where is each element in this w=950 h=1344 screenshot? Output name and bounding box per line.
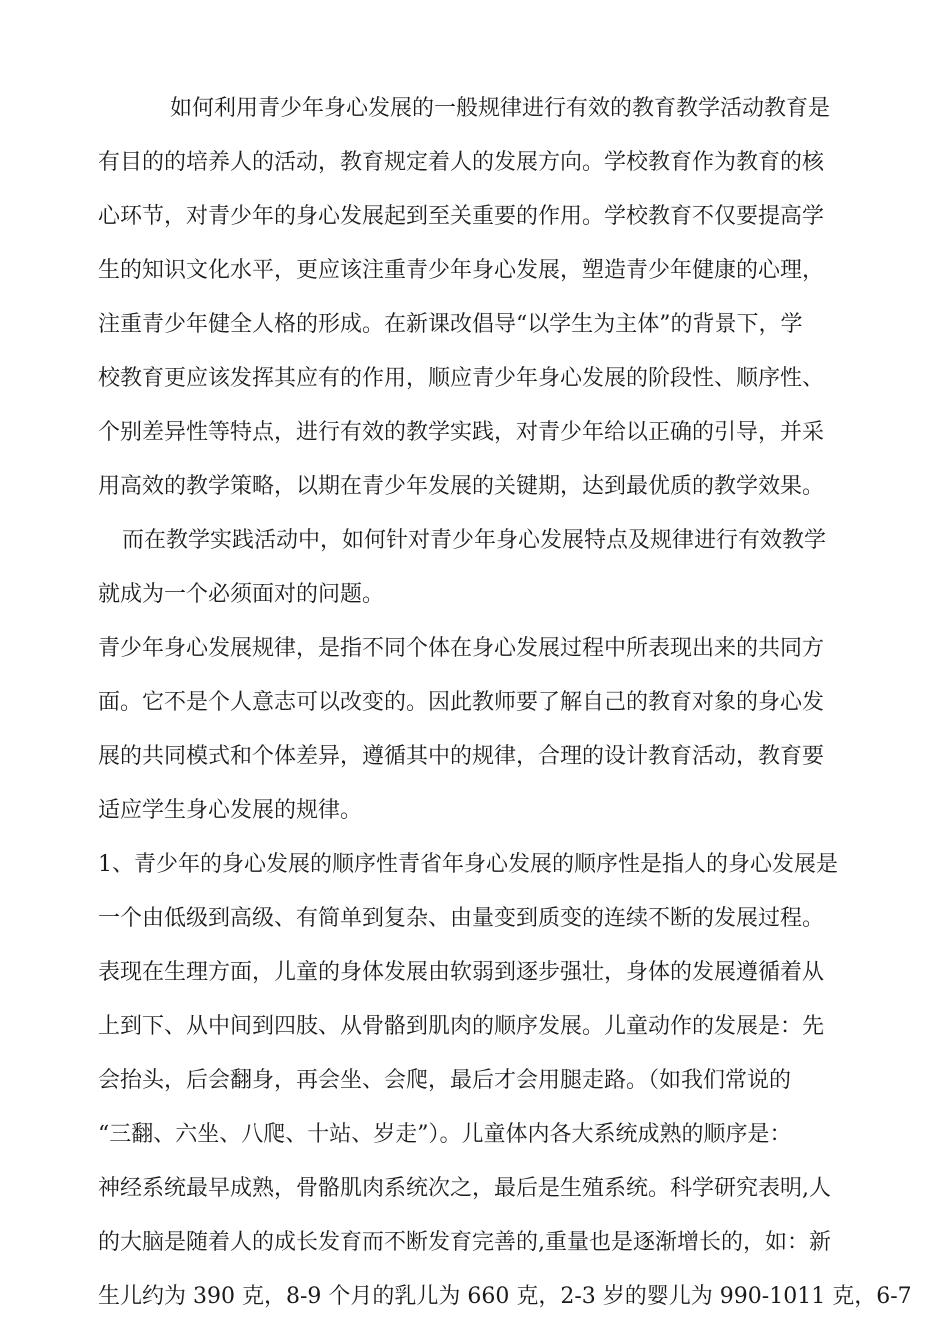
text-line: 生的知识文化水平，更应该注重青少年身心发展，塑造青少年健康的心理， bbox=[98, 258, 825, 283]
text-line: 1、青少年的身心发展的顺序性青省年身心发展的顺序性是指人的身心发展是 bbox=[98, 852, 838, 877]
text-line: 展的共同模式和个体差异，遵循其中的规律，合理的设计教育活动，教育要 bbox=[98, 744, 825, 769]
text-line: 就成为一个必须面对的问题。 bbox=[98, 582, 385, 607]
text-line: 面。它不是个人意志可以改变的。因此教师要了解自己的教育对象的身心发 bbox=[98, 690, 825, 715]
text-line: 神经系统最早成熟，骨骼肌肉系统次之，最后是生殖系统。科学研究表明,人 bbox=[98, 1176, 831, 1201]
text-line: 青少年身心发展规律，是指不同个体在身心发展过程中所表现出来的共同方 bbox=[98, 636, 825, 661]
text-line: 如何利用青少年身心发展的一般规律进行有效的教育教学活动教育是 bbox=[170, 96, 831, 121]
text-line: 的大脑是随着人的成长发育而不断发育完善的,重量也是逐渐增长的，如：新 bbox=[98, 1230, 831, 1255]
text-line: 表现在生理方面，儿童的身体发展由软弱到逐步强壮，身体的发展遵循着从 bbox=[98, 960, 825, 985]
text-line: 校教育更应该发挥其应有的作用，顺应青少年身心发展的阶段性、顺序性、 bbox=[98, 366, 825, 391]
text-line: 而在教学实践活动中，如何针对青少年身心发展特点及规律进行有效教学 bbox=[122, 528, 827, 553]
text-line: 适应学生身心发展的规律。 bbox=[98, 798, 363, 823]
text-line: 用高效的教学策略，以期在青少年发展的关键期，达到最优质的教学效果。 bbox=[98, 474, 825, 499]
text-line: 上到下、从中间到四肢、从骨骼到肌肉的顺序发展。儿童动作的发展是：先 bbox=[98, 1014, 825, 1039]
text-line: 生儿约为 390 克，8-9 个月的乳儿为 660 克，2-3 岁的婴儿为 990-1011 克，6-7 bbox=[98, 1284, 912, 1309]
text-line: “三翻、六坐、八爬、十站、岁走”）。儿童体内各大系统成熟的顺序是： bbox=[98, 1122, 792, 1147]
text-line: 会抬头，后会翻身，再会坐、会爬，最后才会用腿走路。（如我们常说的 bbox=[98, 1068, 792, 1093]
text-line: 有目的的培养人的活动，教育规定着人的发展方向。学校教育作为教育的核 bbox=[98, 150, 825, 175]
text-line: 心环节，对青少年的身心发展起到至关重要的作用。学校教育不仅要提高学 bbox=[98, 204, 825, 229]
text-line: 注重青少年健全人格的形成。在新课改倡导“以学生为主体”的背景下，学 bbox=[98, 312, 803, 337]
text-line: 一个由低级到高级、有简单到复杂、由量变到质变的连续不断的发展过程。 bbox=[98, 906, 825, 931]
text-line: 个别差异性等特点，进行有效的教学实践，对青少年给以正确的引导，并采 bbox=[98, 420, 825, 445]
